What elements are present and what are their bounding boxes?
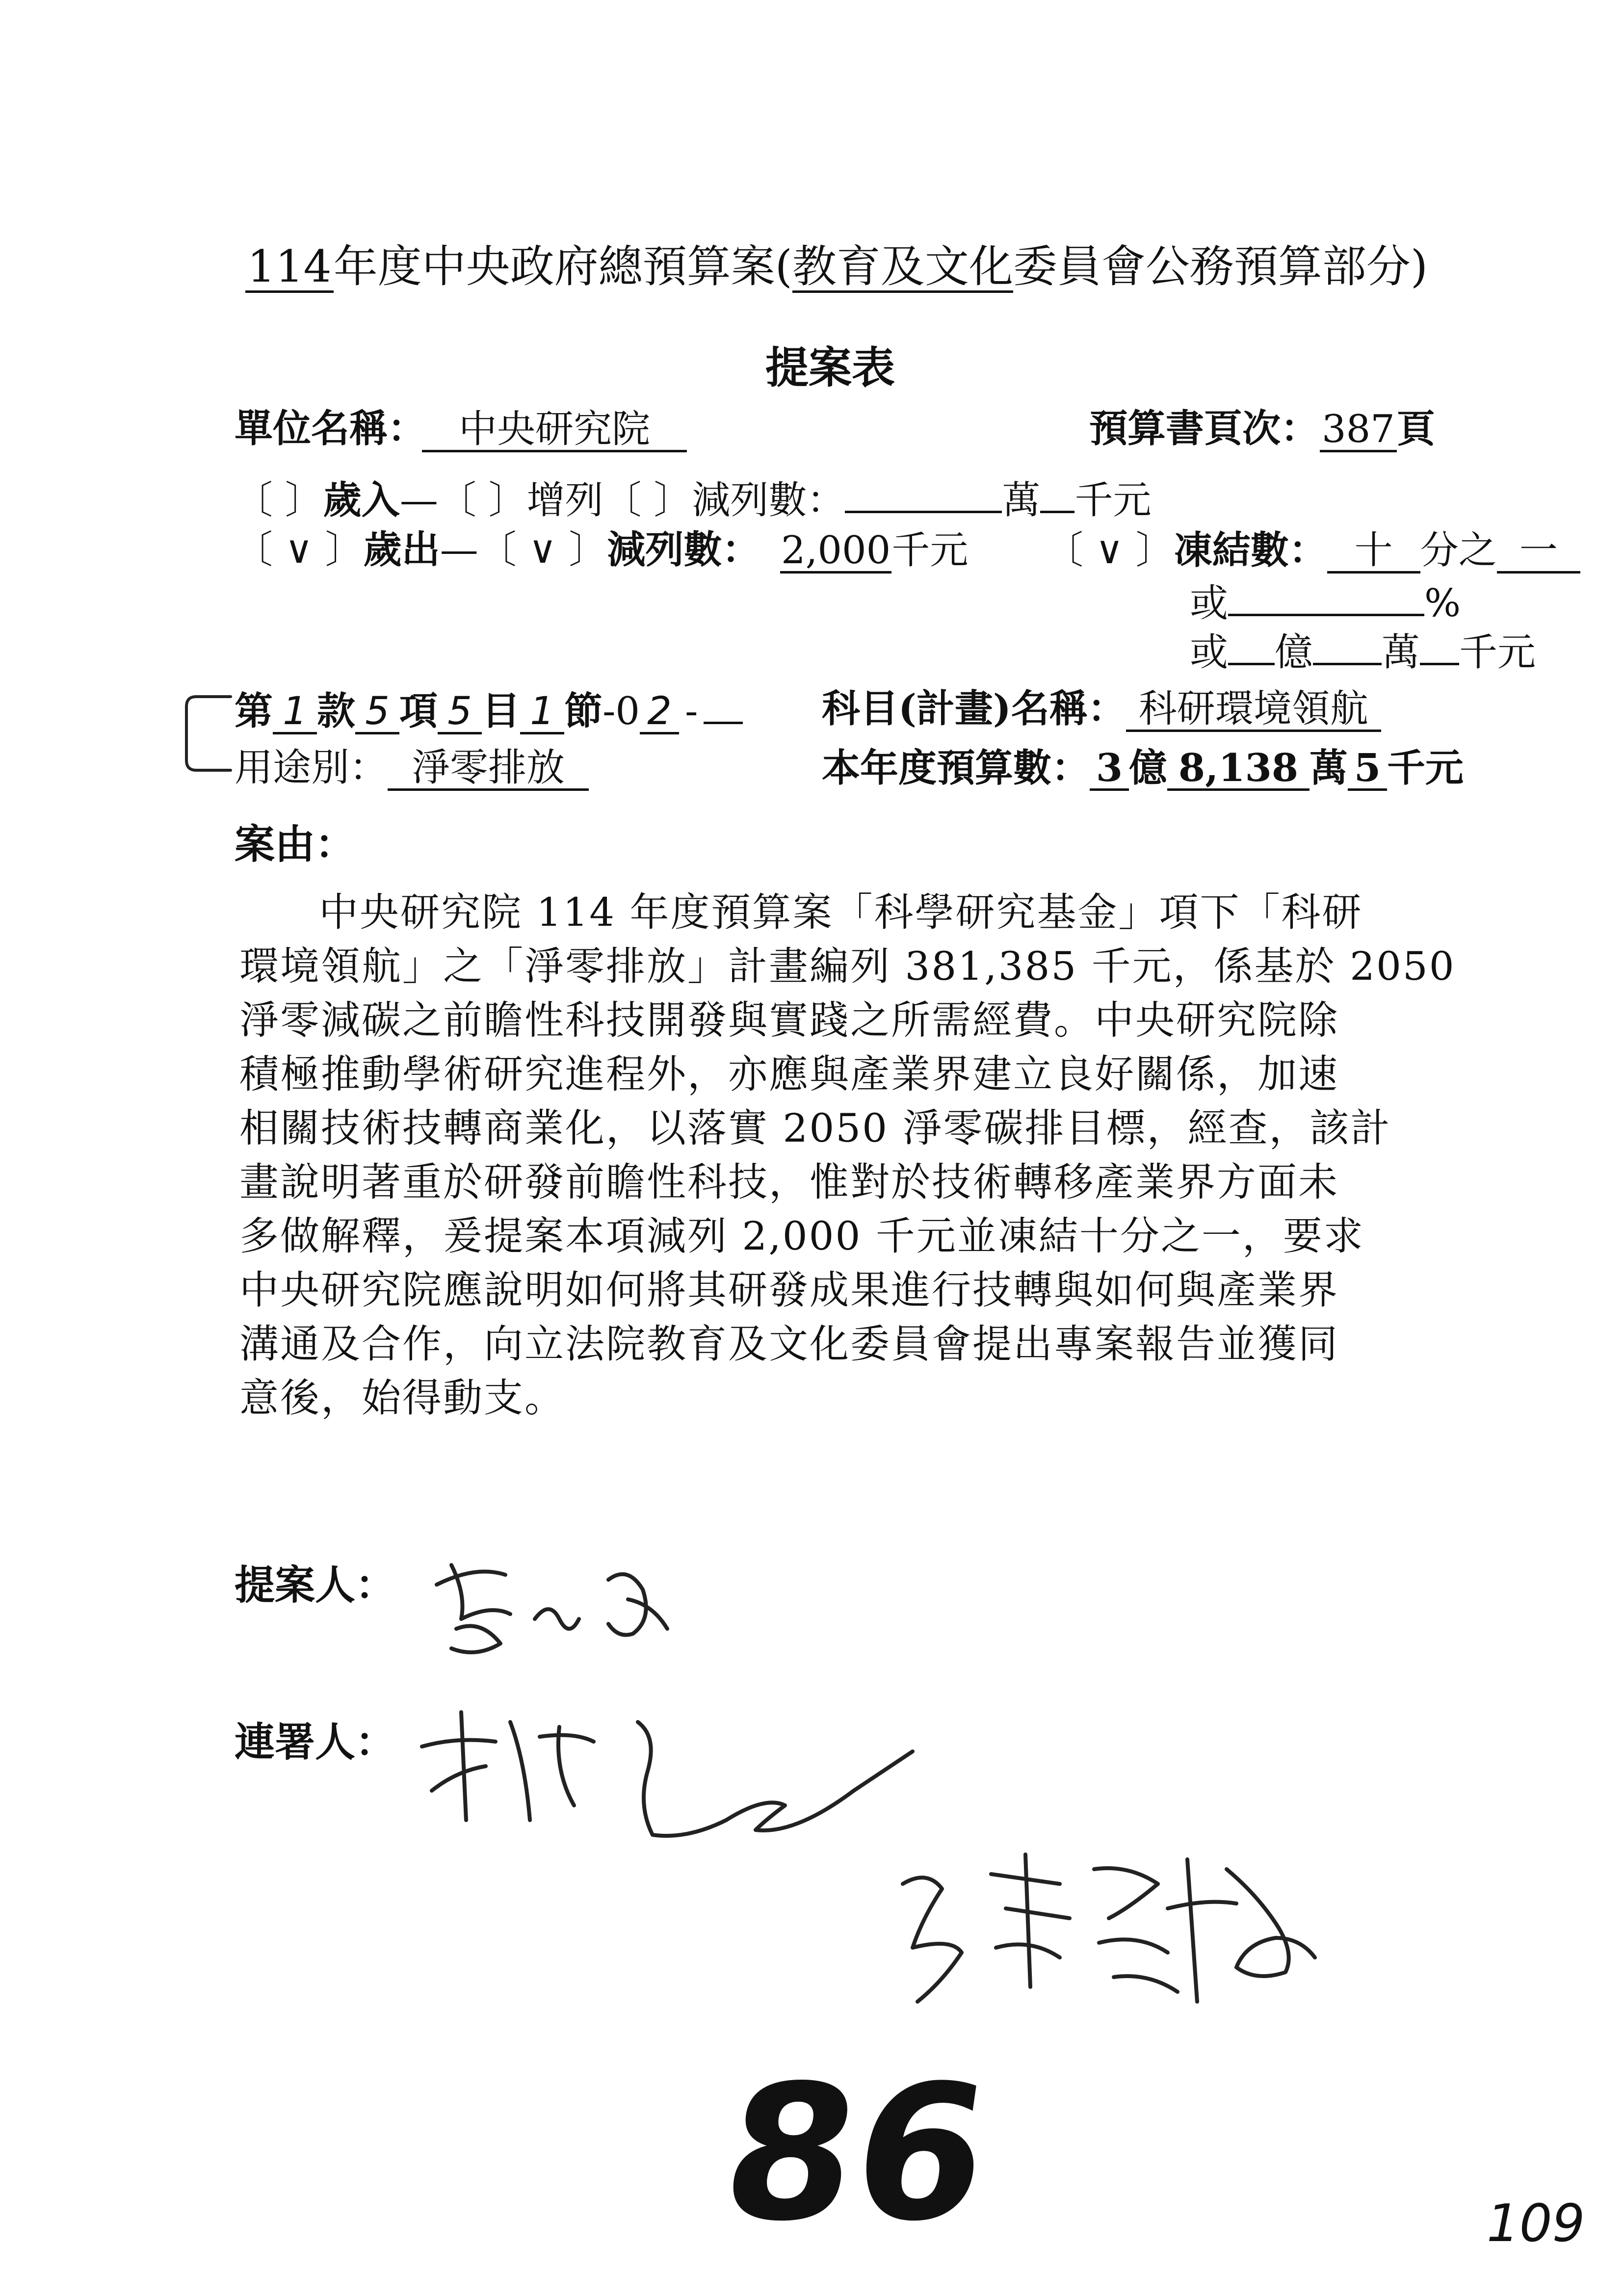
jie-value: 1 [520, 692, 564, 734]
expenditure-label: 歲出 [363, 527, 440, 572]
code-prefix: -0 [602, 689, 640, 733]
item-di: 第 [235, 689, 273, 733]
kuan-label: 款 [317, 689, 356, 733]
page-ref-value: 387 [1320, 410, 1397, 452]
reason-label: 案由： [235, 821, 356, 868]
budget-wan-label: 萬 [1310, 746, 1348, 790]
budget-label: 本年度預算數： [822, 746, 1090, 790]
add-checkbox: 〔 〕 [438, 478, 527, 522]
freeze-denominator: 一 [1497, 531, 1580, 574]
qian-label: 千元 [1459, 630, 1536, 675]
exp-reduce-amount: 2,000 [781, 528, 891, 573]
unit-value: 中央研究院 [422, 410, 687, 452]
reason-line: 意後，始得動支。 [239, 1375, 565, 1421]
budget-qian-label: 千元 [1387, 746, 1464, 790]
proposer-label: 提案人： [235, 1562, 396, 1609]
code-blank [704, 689, 743, 724]
kuan-value: 1 [273, 692, 317, 734]
usage-label: 用途別： [235, 746, 388, 790]
freeze-checkbox: 〔 ∨ 〕 [1045, 528, 1174, 573]
pct-sign: % [1424, 581, 1461, 626]
page-number: 109 [1487, 2193, 1585, 2253]
item-bracket [177, 687, 236, 785]
revenue-line [235, 478, 1151, 520]
form-subtitle: 提案表 [765, 342, 895, 393]
budget-qian-value: 5 [1348, 748, 1387, 791]
xiang-value: 5 [355, 692, 399, 734]
code-tail: - [685, 689, 698, 733]
budget-yi-value: 3 [1090, 748, 1129, 791]
dash: — [440, 528, 478, 572]
title-part-b: 委員會公務預算部分) [1013, 241, 1428, 292]
title-year: 114 [245, 244, 334, 293]
jie-label: 節 [564, 689, 603, 733]
unit-qian: 千元 [1074, 478, 1152, 522]
freeze-label: 凍結數： [1174, 528, 1327, 573]
proposer-signature [422, 1545, 697, 1673]
reason-line: 中央研究院 114 年度預算案「科學研究基金」項下「科研 [319, 889, 1363, 935]
reduce-label: 減列數： [692, 478, 845, 522]
unit-label: 單位名稱： [235, 406, 426, 451]
reduce-checkbox: 〔 〕 [603, 478, 692, 522]
subject-label: 科目(計畫)名稱： [822, 686, 1126, 731]
reduce-blank [845, 478, 1002, 513]
revenue-label: 歲入 [323, 478, 400, 522]
title-committee: 教育及文化 [792, 241, 1013, 292]
dash: — [399, 478, 438, 522]
mu-value: 5 [438, 692, 482, 734]
reason-line: 溝通及合作，向立法院教育及文化委員會提出專案報告並獲同 [239, 1321, 1339, 1367]
unit-wan: 萬 [1002, 478, 1041, 522]
mu-label: 目 [482, 689, 521, 733]
reason-line: 環境領航」之「淨零排放」計畫編列 381,385 千元，係基於 2050 [239, 943, 1456, 989]
freeze-mid: 分之 [1420, 528, 1497, 573]
cosigner-signature-1 [412, 1693, 942, 1899]
expenditure-line [235, 527, 760, 572]
exp-reduce-unit: 千元 [891, 528, 969, 573]
or-label-1: 或 [1190, 581, 1229, 626]
yi-label: 億 [1275, 630, 1313, 675]
wan-blank [1040, 478, 1074, 513]
budget-yi-label: 億 [1129, 746, 1168, 790]
reason-line: 中央研究院應說明如何將其研發成果進行技轉與如何與產業界 [239, 1267, 1339, 1313]
exp-reduce-label: 減列數： [607, 527, 760, 572]
cosigner-signature-2 [883, 1825, 1325, 2031]
or-label-2: 或 [1190, 630, 1229, 675]
page-ref-suffix: 頁 [1396, 407, 1435, 451]
reason-line: 相關技術技轉商業化，以落實 2050 淨零碳排目標，經查，該計 [239, 1105, 1391, 1151]
wan-label: 萬 [1382, 630, 1420, 675]
page-ref-label: 預算書頁次： [1089, 406, 1319, 451]
cosigner-label: 連署人： [235, 1719, 396, 1766]
qian-blank [1420, 630, 1459, 665]
code-value: 2 [640, 692, 679, 734]
item-code-line [235, 689, 743, 734]
handwritten-number: 86 [710, 2045, 1001, 2262]
budget-wan-value: 8,138 [1167, 748, 1310, 791]
reason-line: 積極推動學術研究進程外，亦應與產業界建立良好關係，加速 [239, 1051, 1339, 1097]
revenue-checkbox: 〔 〕 [235, 478, 323, 522]
reason-line: 畫說明著重於研發前瞻性科技，惟對於技術轉移產業界方面未 [239, 1159, 1339, 1205]
reason-line: 多做解釋，爰提案本項減列 2,000 千元並凍結十分之一，要求 [239, 1213, 1364, 1259]
add-label: 增列 [526, 478, 603, 522]
exp-reduce-checkbox: 〔 ∨ 〕 [478, 528, 607, 572]
wan-blank-2 [1313, 630, 1382, 665]
expenditure-checkbox: 〔 ∨ 〕 [235, 528, 364, 572]
pct-blank [1228, 581, 1424, 616]
subject-value: 科研環境領航 [1126, 689, 1381, 732]
usage-value: 淨零排放 [388, 748, 589, 791]
reason-line: 淨零減碳之前瞻性科技開發與實踐之所需經費。中央研究院除 [239, 997, 1339, 1043]
title-part-a: 年度中央政府總預算案( [333, 241, 792, 292]
page-title [245, 231, 1428, 294]
xiang-label: 項 [399, 689, 438, 733]
yi-blank [1228, 630, 1275, 665]
freeze-numerator: 十 [1327, 531, 1420, 574]
